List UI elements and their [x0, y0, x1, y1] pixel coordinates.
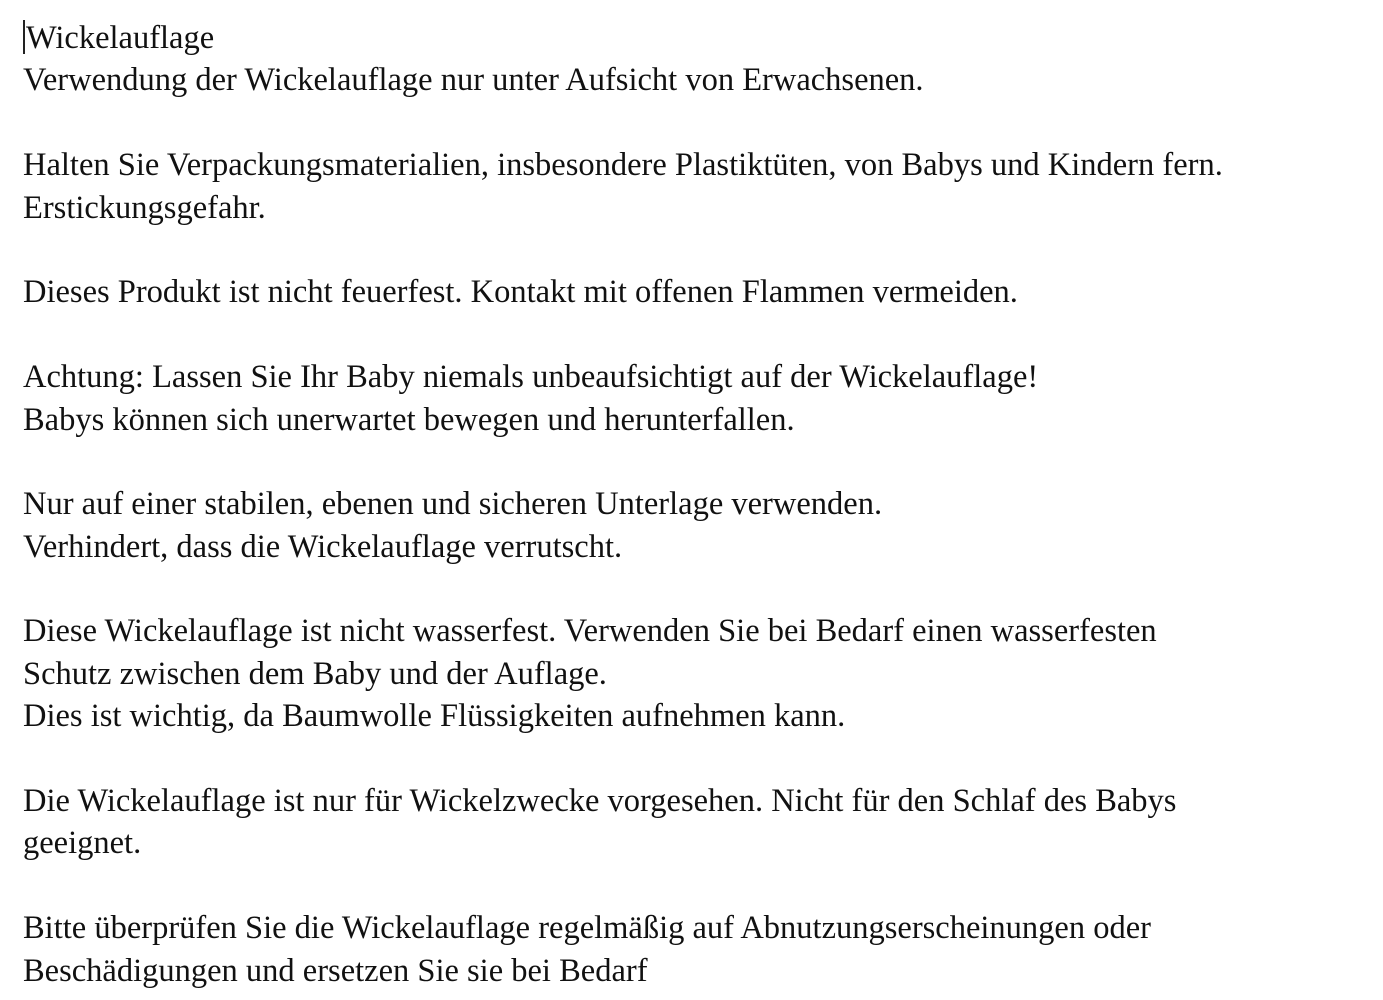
- paragraph-2-line-2: Erstickungsgefahr.: [23, 189, 266, 226]
- paragraph-3-line-1: Dieses Produkt ist nicht feuerfest. Kontakt mit offenen Flammen vermeiden.: [23, 274, 1018, 311]
- paragraph-4-line-2: Babys können sich unerwartet bewegen und herunterfallen.: [23, 401, 795, 438]
- paragraph-6-line-1: Diese Wickelauflage ist nicht wasserfest. Verwenden Sie bei Bedarf einen wasserfesten: [23, 613, 1157, 650]
- paragraph-7-line-1: Die Wickelauflage ist nur für Wickelzwecke vorgesehen. Nicht für den Schlaf des Babys: [23, 783, 1177, 820]
- paragraph-2-line-1: Halten Sie Verpackungsmaterialien, insbesondere Plastiktüten, von Babys und Kindern fern.: [23, 147, 1223, 184]
- blank-line: [23, 102, 1373, 144]
- paragraph-5-line-2: Verhindert, dass die Wickelauflage verrutscht.: [23, 528, 623, 565]
- blank-line: [23, 441, 1373, 483]
- paragraph-6-line-2: Schutz zwischen dem Baby und der Auflage.: [23, 655, 607, 692]
- blank-line: [23, 568, 1373, 610]
- blank-line: [23, 314, 1373, 356]
- blank-line: [23, 738, 1373, 780]
- document-body[interactable]: [23, 17, 1373, 992]
- blank-line: [23, 865, 1373, 907]
- document-title: Wickelauflage: [26, 20, 215, 56]
- paragraph-8-line-1: Bitte überprüfen Sie die Wickelauflage regelmäßig auf Abnutzungserscheinungen oder: [23, 910, 1151, 947]
- paragraph-4-line-1: Achtung: Lassen Sie Ihr Baby niemals unbeaufsichtigt auf der Wickelauflage!: [23, 359, 1039, 396]
- paragraph-7-line-2: geeignet.: [23, 825, 142, 862]
- paragraph-6-line-3: Dies ist wichtig, da Baumwolle Flüssigkeiten aufnehmen kann.: [23, 698, 846, 735]
- paragraph-5-line-1: Nur auf einer stabilen, ebenen und sicheren Unterlage verwenden.: [23, 486, 883, 523]
- text-cursor: [23, 20, 25, 54]
- document-title-line: [23, 17, 1373, 59]
- paragraph-8-line-2: Beschädigungen und ersetzen Sie sie bei Bedarf: [23, 952, 648, 989]
- blank-line: [23, 229, 1373, 271]
- paragraph-1-line-1: Verwendung der Wickelauflage nur unter Aufsicht von Erwachsenen.: [23, 62, 924, 99]
